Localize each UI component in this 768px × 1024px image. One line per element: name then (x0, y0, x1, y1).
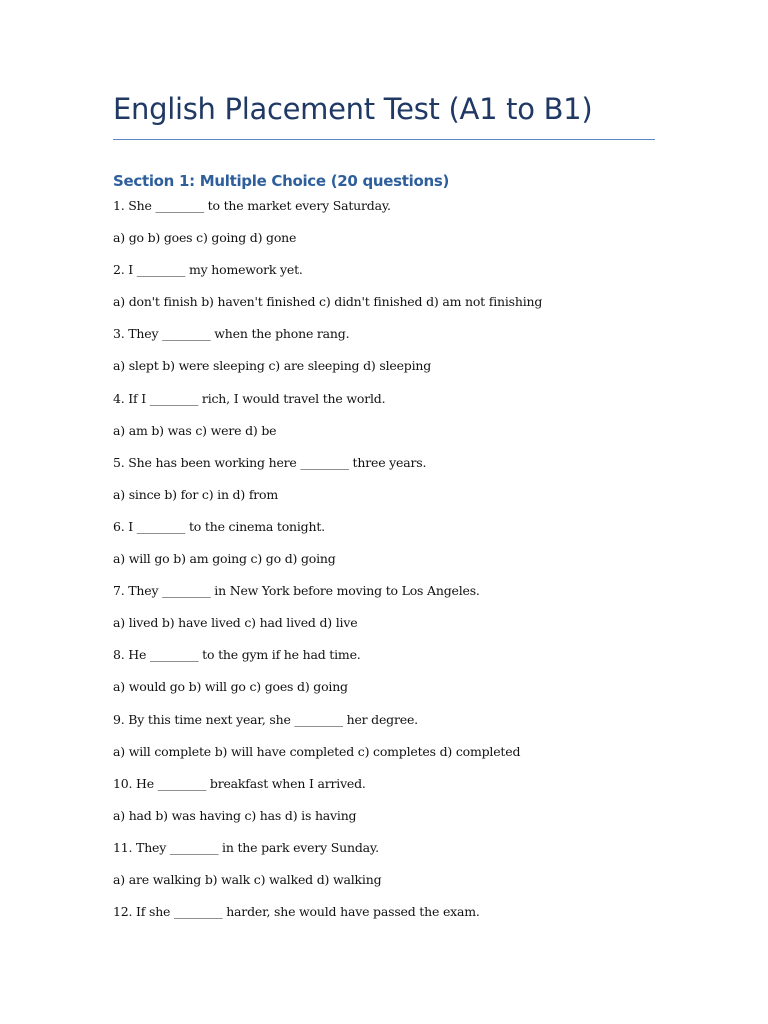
question-options: a) slept b) were sleeping c) are sleeping d) sleeping (113, 358, 432, 374)
question-options: a) are walking b) walk c) walked d) walking (113, 871, 382, 887)
question-list (113, 196, 673, 934)
question-prompt: 1. She ________ to the market every Saturday. (113, 198, 391, 213)
question-options: a) lived b) have lived c) had lived d) live (113, 615, 358, 631)
question-options: a) would go b) will go c) goes d) going (113, 679, 348, 695)
question-options: a) will complete b) will have completed c) completes d) completed (113, 743, 521, 759)
question-prompt: 8. He ________ to the gym if he had time. (113, 647, 361, 663)
question-options: a) go b) goes c) going d) gone (113, 230, 297, 246)
question-prompt: 12. If she ________ harder, she would have passed the exam. (113, 904, 480, 920)
question-prompt: 11. They ________ in the park every Sunday. (113, 839, 379, 855)
question-options: a) don't finish b) haven't finished c) didn't finished d) am not finishing (113, 294, 543, 310)
question-prompt: 3. They ________ when the phone rang. (113, 326, 350, 342)
question-prompt: 9. By this time next year, she ________ her degree. (113, 711, 418, 727)
question-options: a) since b) for c) in d) from (113, 486, 278, 502)
question-prompt: 5. She has been working here ________ three years. (113, 454, 427, 470)
section-heading: Section 1: Multiple Choice (20 questions) (113, 172, 450, 190)
title-underline (113, 139, 655, 140)
question-prompt: 2. I ________ my homework yet. (113, 262, 303, 278)
question-prompt: 4. If I ________ rich, I would travel the world. (113, 390, 386, 406)
question-prompt: 10. He ________ breakfast when I arrived. (113, 775, 366, 791)
question-prompt: 6. I ________ to the cinema tonight. (113, 518, 325, 534)
question-options: a) am b) was c) were d) be (113, 422, 277, 438)
question-prompt: 7. They ________ in New York before moving to Los Angeles. (113, 583, 480, 599)
question-options: a) had b) was having c) has d) is having (113, 807, 357, 823)
question-options: a) will go b) am going c) go d) going (113, 551, 336, 567)
page-title: English Placement Test (A1 to B1) (113, 92, 593, 126)
